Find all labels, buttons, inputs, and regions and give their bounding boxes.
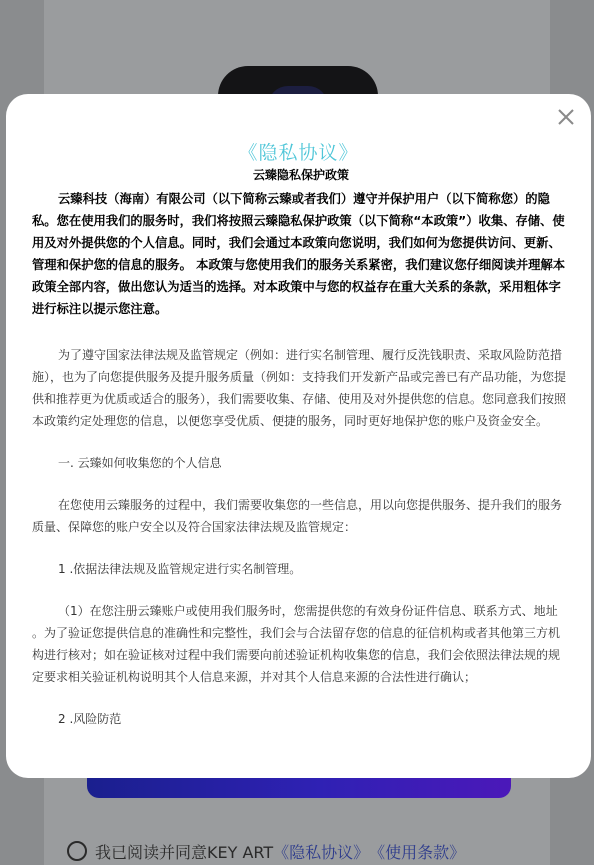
policy-paragraph: 在您使用云臻服务的过程中，我们需要收集您的一些信息，用以向您提供服务、提升我们的服务质量、保障您的账户安全以及符合国家法律法规及监管规定： (32, 498, 563, 534)
agree-radio[interactable] (67, 841, 87, 861)
policy-subitem: （1）在您注册云臻账户或使用我们服务时，您需提供您的有效身份证件信息、联系方式、地址 。为了验证您提供信息的准确性和完整性，我们会与合法留存您的信息的征信机构或者其他第三方机构进行核对；如在验证核对过程中我们需要向前述验证机构收集您的信息，我们会依照法律法规的规定要求相关验证机构说明其个人信息来源，并对其个人信息来源的合法性进行确认； (32, 604, 561, 684)
modal-title: 《隐私协议》 (238, 142, 359, 164)
policy-paragraph: 为了遵守国家法律法规及监管规定（例如：进行实名制管理、履行反洗钱职责、采取风险防范措施），也为了向您提供服务及提升服务质量（例如：支持我们开发新产品或完善已有产品功能，为您提供和推荐更为优质或适合的服务），我们需要收集、存储、使用及对外提供您的信息。您同意我们按照本政策约定处理您的信息，以便您享受优质、便捷的服务，同时更好地保护您的账户及资金安全。 (32, 348, 567, 428)
agreement-row (67, 840, 465, 862)
section-heading: 一. 云臻如何收集您的个人信息 (58, 456, 222, 470)
policy-content[interactable] (32, 166, 570, 778)
close-button[interactable] (555, 106, 577, 128)
privacy-modal (6, 94, 591, 778)
close-icon (555, 106, 577, 128)
terms-link[interactable]: 《使用条款》 (369, 842, 466, 862)
agree-text: 我已阅读并同意KEY ART (95, 842, 274, 862)
policy-item: 1 .依据法律法规及监管规定进行实名制管理。 (58, 562, 302, 576)
policy-name: 云臻隐私保护政策 (252, 168, 349, 182)
privacy-link[interactable]: 《隐私协议》 (273, 842, 370, 862)
policy-item: 2 .风险防范 (58, 712, 122, 726)
policy-intro: 云臻科技（海南）有限公司（以下简称云臻或者我们）遵守并保护用户（以下简称您）的隐私。您在使用我们的服务时，我们将按照云臻隐私保护政策（以下简称“本政策”）收集、存储、使用及对外提供您的个人信息。同时，我们会通过本政策向您说明，我们如何为您提供访问、更新、管理和保护您的信息的服务。 本政策与您使用我们的服务关系紧密，我们建议您仔细阅读并理解本政策全部内容，做出您认为适当的选择。对本政策中与您的权益存在重大关系的条款，采用粗体字进行标注以提示您注意。 (32, 192, 566, 316)
